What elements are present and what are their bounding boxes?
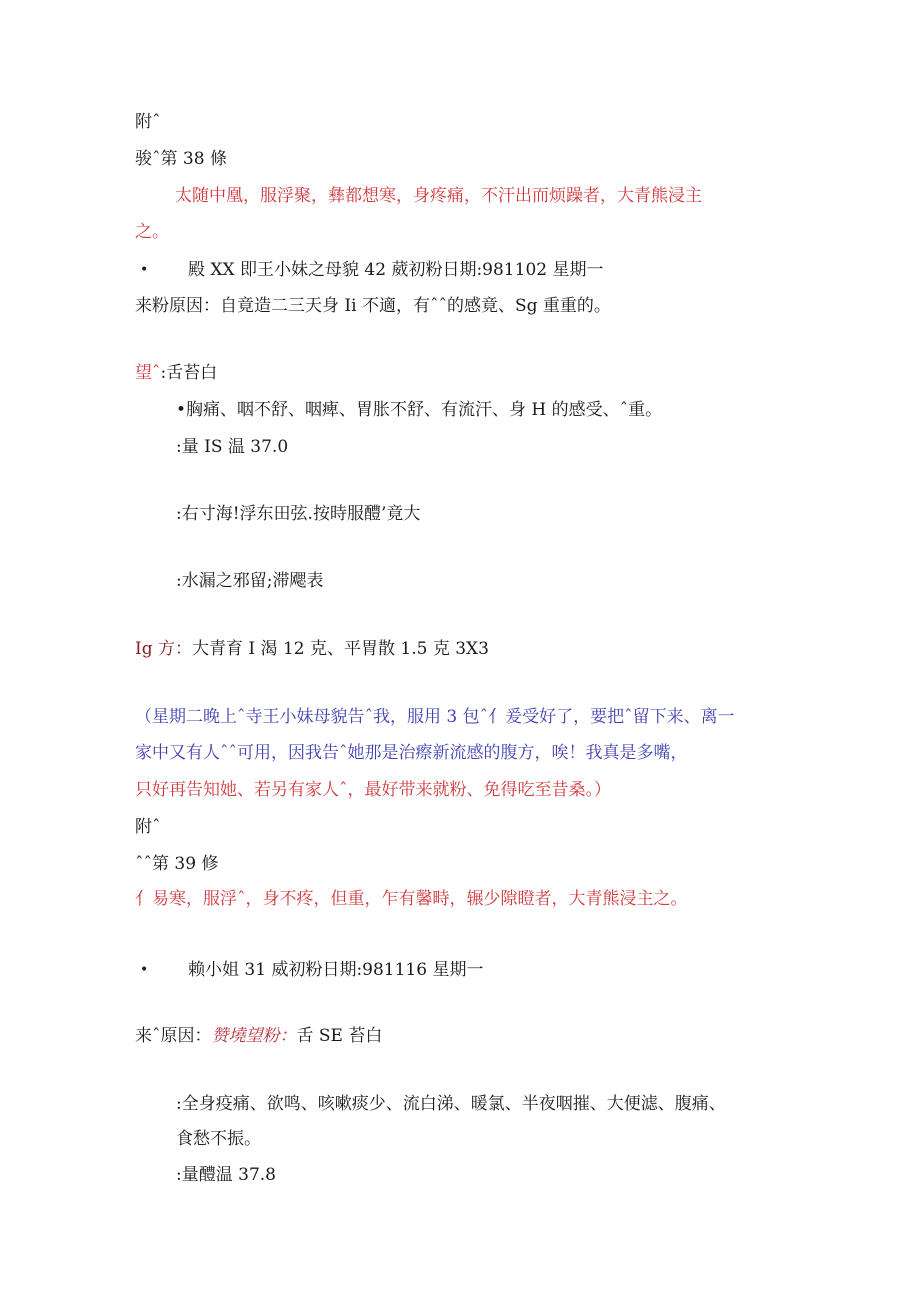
reason-value: 舌 SE 苔白 — [296, 1026, 383, 1046]
visit-reason-2 — [135, 1024, 382, 1048]
visit-reason-1: 来粉原因：自竟造二三天身 Ii 不適，有ˆˆ的感竟、Sg 重重的。 — [135, 296, 611, 316]
bullet-marker: • — [140, 262, 149, 278]
followup-note-line1: （星期二晚上ˆ寺王小妹母貌告ˆ我，服用 3 包ˆ亻爰受好了，要把ˆ留下来、离一 — [135, 707, 735, 727]
reason-label: 来ˆ原因： — [135, 1026, 212, 1046]
prescription-value: 大青育 I 渴 12 克、平胃散 1.5 克 3X3 — [192, 639, 489, 659]
temperature-2: :量醴温 37.8 — [176, 1165, 276, 1185]
inspection-label-italic: 赞墝望粉： — [211, 1026, 297, 1046]
classic-quote-38-line2: 之。 — [135, 222, 169, 242]
article-heading-38: 骏ˆ第 38 條 — [135, 149, 227, 169]
inspection-value: :舌苔白 — [160, 363, 218, 383]
diagnosis-1: :水漏之邪留;滞飔表 — [176, 571, 324, 591]
bullet-marker: • — [140, 962, 149, 978]
followup-note-line2: 家中又有人ˆˆ可用，因我告ˆ她那是治瘵新流感的腹方，唉！我真是多嘴， — [135, 743, 688, 763]
patient-info-2: 赖小姐 31 威初粉日期:981116 星期一 — [188, 960, 484, 980]
prescription-label: Ig 方： — [135, 639, 193, 659]
inspection-row-1 — [135, 361, 217, 385]
prescription-row-1 — [135, 637, 489, 661]
symptoms-2-line1: :全身疫痛、欲鸣、咳嗽痰少、流白涕、暖氯、半夜咽摧、大便滤、腹痛、 — [176, 1094, 726, 1114]
symptoms-1: •胸痛、咽不舒、咽痺、胃胀不舒、有流汗、身 H 的感受、ˆ重。 — [176, 400, 663, 420]
temperature-1: :量 IS 温 37.0 — [176, 437, 289, 457]
symptoms-2-line2: 食愁不振。 — [176, 1129, 261, 1149]
followup-note-line3: 只好再告知她、若另有家人ˆ，最好带来就粉、免得吃至昔桑。） — [135, 780, 611, 800]
classic-quote-39: 亻易寒，服浮ˆ，身不疼，但重，乍有馨畤，辗少隙瞪者，大青熊浸主之。 — [135, 889, 688, 909]
pulse-1: :右寸海!浮东田弦.按時服醴’竟大 — [176, 504, 421, 524]
classic-quote-38-line1: 太随中凰，服浮聚，彝都想寒，身疼痛，不汗出而烦躁者，大青熊浸主 — [175, 186, 702, 206]
appendix-label-1: 附ˆ — [135, 112, 161, 132]
appendix-label-2: 附ˆ — [135, 817, 161, 837]
patient-info-1: 殿 XX 即王小妹之母貌 42 葳初粉日期:981102 星期一 — [188, 260, 604, 280]
article-heading-39: ˆˆ第 39 修 — [135, 854, 219, 874]
inspection-label: 望ˆ — [135, 363, 161, 383]
